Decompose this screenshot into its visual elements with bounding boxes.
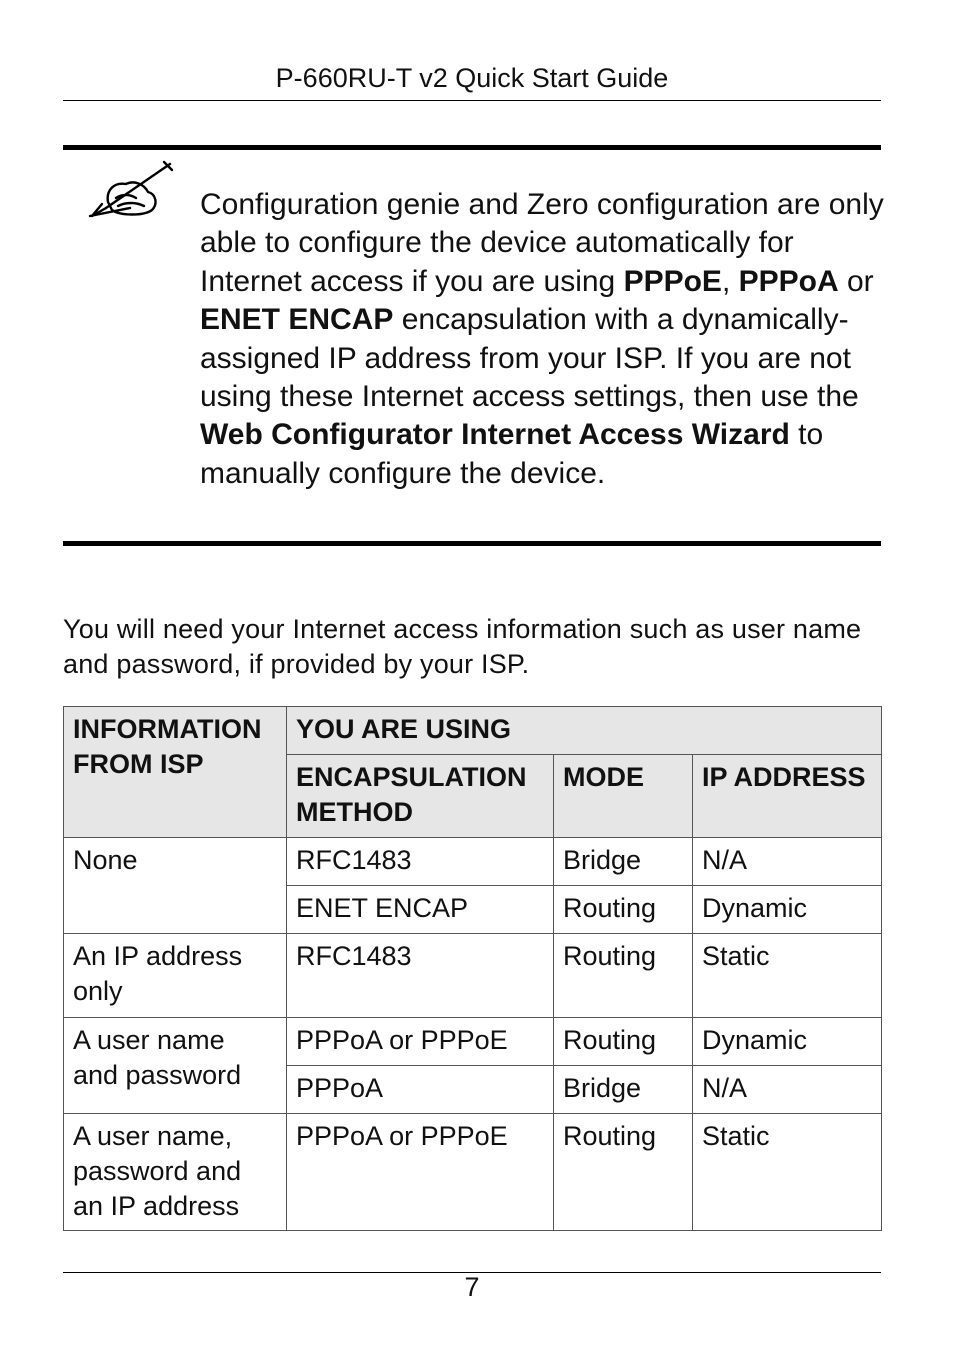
- ip-address-cell: N/A: [693, 1066, 882, 1114]
- note-bottom-rule: [63, 541, 881, 546]
- info-cell: None: [64, 838, 287, 934]
- note-emphasis: PPPoA: [738, 264, 839, 298]
- header-rule: [63, 100, 881, 101]
- header-ip-address: IP ADDRESS: [693, 755, 882, 838]
- header-information-from-isp: INFORMATION FROM ISP: [64, 707, 287, 838]
- mode-cell: Routing: [554, 934, 693, 1018]
- note-emphasis: Web Configurator Internet Access Wizard: [200, 418, 790, 452]
- ip-address-cell: Dynamic: [693, 1018, 882, 1066]
- info-cell: An IP address only: [64, 934, 287, 1018]
- note-run: or: [838, 264, 874, 298]
- note-run: ,: [721, 264, 739, 298]
- mode-cell: Bridge: [554, 838, 693, 886]
- mode-cell: Routing: [554, 1018, 693, 1066]
- info-cell: A user name and password: [64, 1018, 287, 1114]
- note-run: Configuration genie and Zero configuration are only able to configure the device automatically for Internet access if you are using: [200, 188, 884, 298]
- mode-cell: Bridge: [554, 1066, 693, 1114]
- table-row: [64, 1114, 882, 1231]
- encapsulation-cell: ENET ENCAP: [287, 886, 554, 934]
- ip-address-cell: Dynamic: [693, 886, 882, 934]
- page-number: 7: [464, 1272, 480, 1302]
- info-cell: A user name, password and an IP address: [64, 1114, 287, 1231]
- isp-information-table: [63, 706, 882, 1231]
- header-you-are-using: YOU ARE USING: [287, 707, 882, 755]
- note-top-rule: [63, 145, 881, 150]
- mode-cell: Routing: [554, 886, 693, 934]
- encapsulation-cell: PPPoA or PPPoE: [287, 1018, 554, 1066]
- encapsulation-cell: RFC1483: [287, 838, 554, 886]
- note-emphasis: ENET ENCAP: [200, 303, 394, 337]
- mode-cell: Routing: [554, 1114, 693, 1231]
- pencil-note-icon: [86, 160, 174, 222]
- ip-address-cell: N/A: [693, 838, 882, 886]
- encapsulation-cell: PPPoA: [287, 1066, 554, 1114]
- intro-paragraph: You will need your Internet access information such as user name and password, if provided by your ISP.: [63, 614, 862, 679]
- note-run: to manually configure the device.: [200, 418, 824, 490]
- ip-address-cell: Static: [693, 934, 882, 1018]
- table-row: [64, 934, 882, 1018]
- table-row: [64, 838, 882, 886]
- note-emphasis: PPPoE: [623, 264, 722, 298]
- page-header-title: P-660RU-T v2 Quick Start Guide: [275, 63, 669, 93]
- header-mode: MODE: [554, 755, 693, 838]
- encapsulation-cell: PPPoA or PPPoE: [287, 1114, 554, 1231]
- table-row: [64, 1018, 882, 1066]
- encapsulation-cell: RFC1483: [287, 934, 554, 1018]
- note-run: encapsulation with a dynamically-assigned IP address from your ISP. If you are not using these Internet access settings, then use the: [200, 303, 859, 414]
- note-text: [200, 186, 890, 493]
- ip-address-cell: Static: [693, 1114, 882, 1231]
- header-encapsulation-method: ENCAPSULATION METHOD: [287, 755, 554, 838]
